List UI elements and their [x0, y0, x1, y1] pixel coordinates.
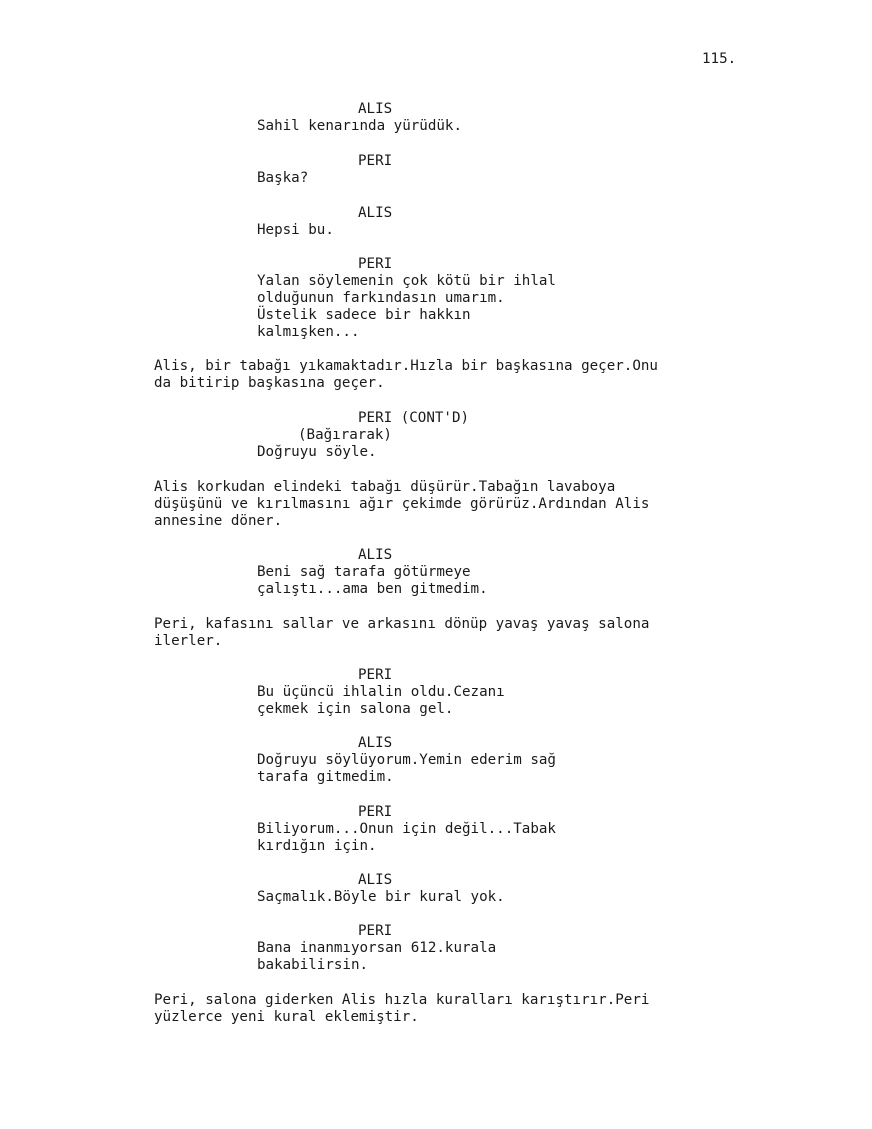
dialogue-line: olduğunun farkındasın umarım. [257, 290, 505, 306]
dialogue-line: tarafa gitmedim. [257, 769, 394, 785]
dialogue-line: Beni sağ tarafa götürmeye [257, 564, 471, 580]
dialogue-line: Biliyorum...Onun için değil...Tabak [257, 821, 556, 837]
dialogue-line: Saçmalık.Böyle bir kural yok. [257, 889, 505, 905]
action-line: düşüşünü ve kırılmasını ağır çekimde görürüz.Ardından Alis [154, 496, 650, 512]
dialogue-line: Başka? [257, 170, 309, 186]
character-name: PERI [358, 923, 393, 939]
action-line: da bitirip başkasına geçer. [154, 375, 385, 391]
dialogue-line: Doğruyu söyle. [257, 444, 377, 460]
character-name: ALIS [358, 872, 393, 888]
character-name: PERI [358, 153, 393, 169]
action-line: yüzlerce yeni kural eklemiştir. [154, 1009, 419, 1025]
action-line: Peri, kafasını sallar ve arkasını dönüp yavaş yavaş salona [154, 616, 650, 632]
dialogue-line: Bu üçüncü ihlalin oldu.Cezanı [257, 684, 505, 700]
dialogue-line: Bana inanmıyorsan 612.kurala [257, 940, 497, 956]
dialogue-line: bakabilirsin. [257, 957, 369, 973]
action-line: ilerler. [154, 633, 223, 649]
dialogue-line: kalmışken... [257, 324, 360, 340]
character-name: PERI [358, 256, 393, 272]
page-number: 115. [702, 51, 737, 67]
action-line: Alis korkudan elindeki tabağı düşürür.Tabağın lavaboya [154, 479, 616, 495]
dialogue-line: Doğruyu söylüyorum.Yemin ederim sağ [257, 752, 556, 768]
character-name: PERI [358, 667, 393, 683]
character-name: PERI (CONT'D) [358, 410, 470, 426]
dialogue-line: kırdığın için. [257, 838, 377, 854]
dialogue-line: çekmek için salona gel. [257, 701, 454, 717]
parenthetical: (Bağırarak) [298, 427, 392, 443]
character-name: ALIS [358, 205, 393, 221]
dialogue-line: çalıştı...ama ben gitmedim. [257, 581, 488, 597]
action-line: Alis, bir tabağı yıkamaktadır.Hızla bir başkasına geçer.Onu [154, 358, 658, 374]
character-name: ALIS [358, 735, 393, 751]
action-line: annesine döner. [154, 513, 283, 529]
dialogue-line: Yalan söylemenin çok kötü bir ihlal [257, 273, 556, 289]
character-name: ALIS [358, 101, 393, 117]
dialogue-line: Hepsi bu. [257, 222, 334, 238]
character-name: PERI [358, 804, 393, 820]
dialogue-line: Sahil kenarında yürüdük. [257, 118, 462, 134]
character-name: ALIS [358, 547, 393, 563]
action-line: Peri, salona giderken Alis hızla kuralları karıştırır.Peri [154, 992, 650, 1008]
dialogue-line: Üstelik sadece bir hakkın [257, 307, 471, 323]
